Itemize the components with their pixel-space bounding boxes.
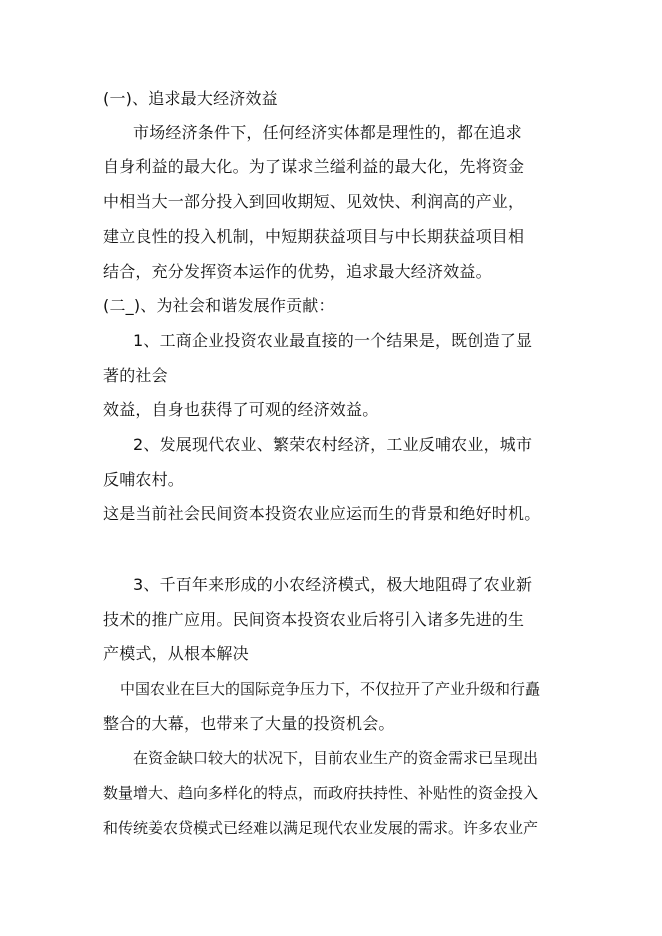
paragraph-2-line-1: 中国农业在巨大的国际竞争压力下，不仅拉开了产业升级和行矗 <box>120 680 541 698</box>
paragraph-3-line-3: 和传统姜农贷模式已经难以满足现代农业发展的需求。许多农业产 <box>103 819 539 837</box>
item-3-line-3: 产模式，从根本解决 <box>103 644 249 663</box>
item-1-line-2: 著的社会 <box>103 366 168 385</box>
item-2-line-2: 反哺农村。 <box>103 470 185 489</box>
paragraph-3-line-2: 数量增大、趋向多样化的特点，而政府扶持性、补贴性的资金投入 <box>103 784 539 802</box>
item-3-line-1: 3、千百年来形成的小农经济模式，极大地阻碍了农业新 <box>133 575 533 594</box>
paragraph-3-line-1: 在资金缺口较大的状况下，目前农业生产的资金需求已呈现出 <box>133 749 539 767</box>
section-heading-2: (二_)、为社会和谐发展作贡献： <box>103 296 335 315</box>
paragraph-1-line-5: 结合，充分发挥资本运作的优势，追求最大经济效益。 <box>103 262 492 281</box>
paragraph-1-line-1: 市场经济条件下，任何经济实体都是理性的，都在追求 <box>133 123 522 142</box>
paragraph-1-line-4: 建立良性的投入机制，中短期获益项目与中长期获益项目相 <box>103 227 525 246</box>
item-3-line-2: 技术的推广应用。民间资本投资农业后将引入诸多先进的生 <box>103 610 525 629</box>
paragraph-1-line-2: 自身利益的最大化。为了谋求兰缢利益的最大化，先将资金 <box>103 157 525 176</box>
paragraph-2-line-2: 整合的大幕，也带来了大量的投资机会。 <box>103 714 395 733</box>
item-1-line-1: 1、工商企业投资农业最直接的一个结果是，既创造了显 <box>133 331 533 350</box>
item-2-line-1: 2、发展现代农业、繁荣农村经济，工业反哺农业，城市 <box>133 435 533 454</box>
section-heading-1: (一)、追求最大经济效益 <box>103 89 278 108</box>
item-1-line-3: 效益，自身也获得了可观的经济效益。 <box>103 400 379 419</box>
paragraph-1-line-3: 中相当大一部分投入到回收期短、见效快、利润高的产业， <box>103 192 525 211</box>
item-2-line-3: 这是当前社会民间资本投资农业应运而生的背景和绝好时机。 <box>103 504 541 523</box>
